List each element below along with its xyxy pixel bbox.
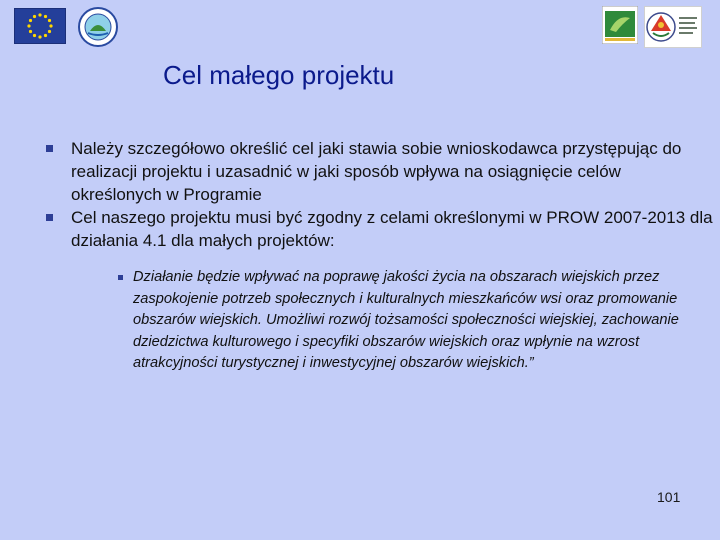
sub-bullet-list (118, 267, 708, 375)
page-number: 101 (657, 489, 681, 505)
prow-logo-icon (644, 6, 702, 48)
square-bullet-icon (46, 214, 53, 221)
main-bullet-list (45, 137, 715, 252)
sub-bullet-item (118, 267, 708, 375)
bullet-item (45, 206, 715, 252)
bullet-text: Należy szczegółowo określić cel jaki stawia sobie wnioskodawca przystępując do realizacji projektu i uzasadnić w jaki sposób wpływa na osiągnięcie celów określonych w Programie (71, 139, 682, 204)
leader-logo-icon (602, 6, 638, 44)
bullet-text: Cel naszego projektu musi być zgodny z celami określonymi w PROW 2007-2013 dla działania 4.1 dla małych projektów: (71, 208, 713, 250)
sub-bullet-text: Działanie będzie wpływać na poprawę jakości życia na obszarach wiejskich przez zaspokojenie potrzeb społecznych i kulturalnych mieszkańców wsi oraz promowanie obszarów wiejskich. Umożliwi rozwój tożsamości społeczności wiejskiej, zachowanie dziedzictwa kulturowego i specyfiki obszarów wiejskich oraz wpłynie na wzrost atrakcyjności turystycznej i inwestycyjnej obszarów wiejskich.” (133, 269, 679, 372)
eu-flag-icon (14, 8, 66, 44)
bullet-item (45, 137, 715, 206)
regional-round-logo-icon (78, 7, 118, 47)
square-bullet-icon (46, 145, 53, 152)
slide-title: Cel małego projektu (163, 60, 395, 90)
square-bullet-icon (118, 275, 123, 280)
